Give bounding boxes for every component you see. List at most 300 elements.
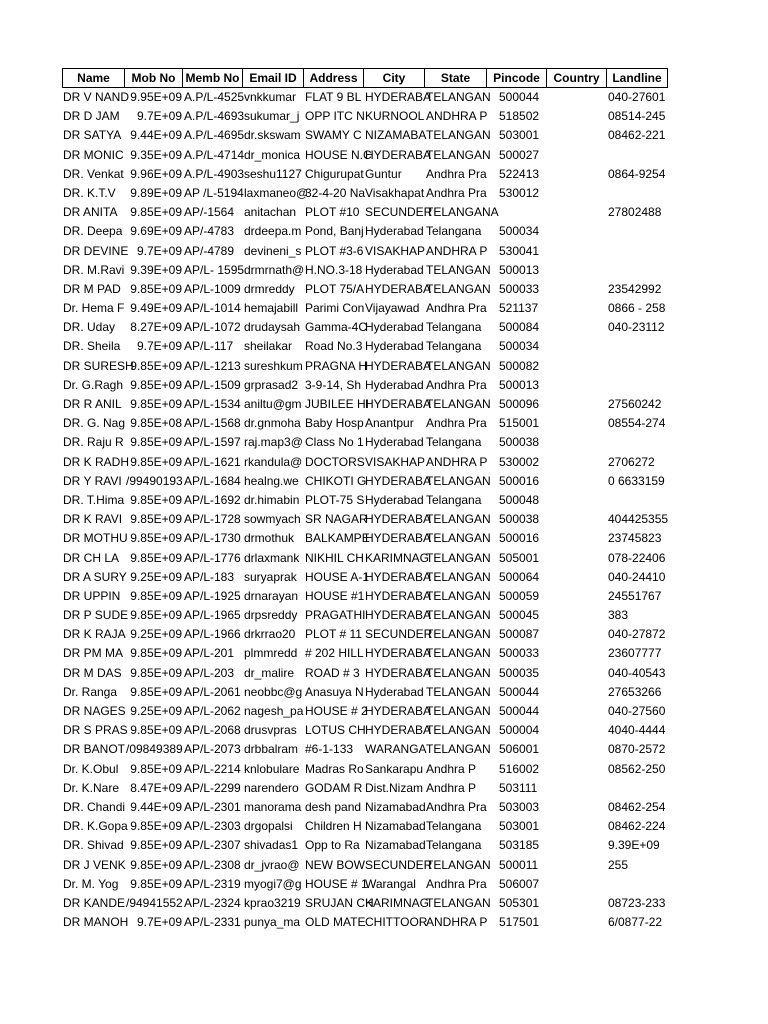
cell-country [547,606,607,625]
cell-city: HYDERABA [365,588,432,603]
cell-state: TELANGAN [426,281,491,296]
cell-country [547,817,607,836]
cell-city: VISAKHAP [365,454,426,469]
cell-state: TELANGAN [426,723,491,738]
cell-memb-no: AP/L-183 [184,569,235,584]
cell-landline: 404425355 [608,512,669,527]
cell-city: Sankarapu [365,761,424,776]
cell-country [547,836,607,855]
cell-country [547,644,607,663]
cell-address: 32-4-20 Na [305,185,366,200]
cell-state: Andhra Pra [426,377,487,392]
cell-city: HYDERABA [365,281,432,296]
cell-landline [607,875,668,894]
cell-landline [607,337,668,356]
cell-city: SECUNDER [365,205,433,220]
cell-memb-no: AP/L-2061 [184,684,241,699]
cell-state: Telangana [426,819,482,834]
cell-state: Telangana [426,492,482,507]
cell-email-id: grprasad2 [244,377,299,392]
cell-pincode: 500004 [499,723,540,738]
cell-city: Hyderabad [365,377,424,392]
cell-landline: 08723-233 [608,895,666,910]
cell-state: TELANGAN [426,895,491,910]
cell-city: Nizamabad [365,838,426,853]
cell-email-id: raj.map3@ [244,435,303,450]
cell-mob-no: 9.85E+09 [130,876,182,891]
cell-memb-no: AP/L-1597 [184,435,241,450]
cell-mob-no: 9.95E+09 [130,90,182,104]
cell-email-id: shivadas1 [244,838,299,853]
cell-city: Guntur [365,166,402,181]
cell-name: DR NAGES [63,704,126,718]
cell-address: Opp to Ra [305,838,360,853]
cell-city: Nizamabad [365,799,426,814]
cell-memb-no: AP/L-2324 [184,895,241,910]
cell-email-id: dr_jvrao@ [244,857,300,872]
cell-state: TELANGAN [426,473,491,488]
cell-state: TELANGAN [426,90,491,104]
cell-name: DR DEVINE [63,243,129,258]
cell-memb-no: AP/L-1692 [184,492,241,507]
cell-memb-no: AP/L- 1595 [184,262,245,277]
cell-country [547,318,607,337]
cell-country [547,299,607,318]
cell-email-id: sukumar_j [244,109,300,124]
cell-state: TELANGAN [426,665,491,680]
cell-address: FLAT 9 BL [305,90,362,104]
cell-city: WARANGA [365,742,427,757]
cell-memb-no: AP/L-1568 [184,416,241,431]
cell-email-id: sheilakar [244,339,293,354]
cell-state: ANDHRA P [426,454,488,469]
cell-name: DR MOTHU [63,531,128,546]
cell-mob-no: 9.7E+09 [136,243,182,258]
cell-landline [607,242,668,261]
cell-address: Chigurupat [305,166,364,181]
cell-address: PLOT #3-6 [305,243,364,258]
cell-mob-no: 9.85E+09 [130,454,182,469]
cell-address: OPP ITC N [305,109,365,124]
cell-city: SECUNDER [365,857,433,872]
cell-pincode: 530012 [499,185,540,200]
cell-mob-no: 9.35E+09 [130,147,182,162]
cell-city: HYDERABA [365,90,432,104]
cell-state: Andhra Pra [426,166,487,181]
cell-city: HYDERABA [365,646,432,661]
cell-memb-no: AP/L-1730 [184,531,241,546]
cell-country [547,875,607,894]
cell-state: TELANGAN [426,627,491,642]
cell-city: HYDERABA [365,704,432,718]
cell-address: BALKAMPE [305,531,370,546]
cell-name: Dr. Hema F [63,301,125,316]
cell-pincode: 522413 [499,166,540,181]
cell-landline: 040-40543 [608,665,666,680]
cell-mob-no: 8.27E+09 [130,320,182,335]
cell-address: Children H [305,819,362,834]
cell-address: PRAGNA H [305,358,368,373]
cell-mob-no: 9.85E+09 [130,531,182,546]
cell-landline: 6/0877-22 [608,915,663,930]
cell-state: TELANGAN [426,262,491,277]
cell-pincode: 517501 [499,915,540,930]
cell-pincode: 500048 [499,492,540,507]
cell-name: DR PM MA [63,646,123,661]
cell-state: TELANGAN [426,608,491,623]
cell-pincode: 500044 [499,90,540,104]
cell-mob-no: /09849389 [126,742,183,757]
cell-address: H.NO.3-18 [305,262,363,277]
cell-city: NIZAMABA [365,128,427,143]
cell-landline: 27560242 [608,397,662,411]
cell-mob-no: 9.85E+09 [130,358,182,373]
cell-mob-no: 8.47E+09 [130,780,182,795]
cell-name: DR. K.Gopa [63,819,128,834]
cell-mob-no: 9.85E+09 [130,205,182,220]
cell-country [547,242,607,261]
cell-city: Nizamabad [365,819,426,834]
cell-country [547,549,607,568]
cell-country [547,510,607,529]
cell-country [547,472,607,491]
cell-pincode: 530041 [499,243,540,258]
cell-city: HYDERABA [365,665,432,680]
cell-pincode: 503185 [499,838,540,853]
cell-pincode: 500011 [499,857,539,872]
cell-memb-no: AP/L-1728 [184,512,241,527]
cell-pincode: 500059 [499,588,540,603]
cell-state: Telangana [426,838,482,853]
cell-memb-no: AP/L-1684 [184,473,241,488]
cell-address: Road No.3 [305,339,363,354]
cell-pincode: 518502 [499,109,540,124]
cell-state: TELANGANA [426,205,499,220]
cell-city: Anantpur [365,416,414,431]
cell-name: DR D JAM [63,109,120,124]
cell-pincode: 500044 [499,704,540,718]
cell-email-id: plmmredd [244,646,298,661]
cell-state: TELANGAN [426,742,491,757]
cell-country [547,376,607,395]
cell-country [547,779,607,798]
cell-landline: 0864-9254 [608,166,666,181]
cell-mob-no: 9.85E+09 [130,665,182,680]
cell-name: DR KANDE [63,895,126,910]
header-address: Address [304,68,364,88]
cell-memb-no: AP /L-5194 [184,185,244,200]
cell-address: Pond, Banj [305,224,364,239]
cell-city: KARIMNAG [365,895,430,910]
cell-email-id: drdeepa.m [244,224,302,239]
cell-memb-no: AP/L-1621 [184,454,241,469]
cell-email-id: nagesh_pa [244,704,304,718]
cell-country [547,184,607,203]
cell-country [547,683,607,702]
cell-pincode: 503111 [499,780,538,795]
cell-mob-no: 9.49E+09 [130,301,182,316]
cell-address: CHIKOTI G [305,473,367,488]
cell-memb-no: AP/-1564 [184,205,235,220]
cell-landline: 040-23112 [608,320,665,335]
cell-state: TELANGAN [426,397,491,411]
cell-address: NIKHIL CH [305,550,364,565]
cell-address: JUBILEE HI [305,397,370,411]
cell-landline: 08562-250 [608,761,666,776]
cell-city: SECUNDER [365,627,433,642]
cell-landline [607,184,668,203]
cell-address: NEW BOW [305,857,365,872]
cell-name: DR M PAD [63,281,121,296]
cell-memb-no: AP/L-2307 [184,838,241,853]
cell-pincode [487,203,547,222]
cell-landline: 24551767 [608,588,662,603]
cell-email-id: anitachan [244,205,297,220]
cell-mob-no: 9.85E+08 [130,416,182,431]
cell-memb-no: AP/L-2303 [184,819,241,834]
header-name: Name [62,68,125,88]
cell-mob-no: 9.69E+09 [130,224,182,239]
cell-name: DR. M.Ravi [63,262,125,277]
cell-mob-no: 9.85E+09 [130,492,182,507]
cell-pincode: 515001 [499,416,540,431]
cell-landline: 08462-221 [608,128,666,143]
cell-pincode: 500045 [499,608,540,623]
cell-pincode: 500084 [499,320,540,335]
cell-memb-no: AP/L-2308 [184,857,241,872]
cell-state: Andhra Pra [426,799,487,814]
cell-landline: 0 6633159 [608,473,665,488]
cell-address: PLOT 75/A [305,281,365,296]
cell-city: Hyderabad [365,684,424,699]
cell-address: HOUSE #1 [305,588,365,603]
cell-name: Dr. G.Ragh [63,377,124,392]
cell-country [547,894,607,913]
cell-address: HOUSE # 2 [305,704,368,718]
cell-landline: 0866 - 258 [608,301,666,316]
cell-pincode: 500035 [499,665,540,680]
cell-memb-no: AP/L-2299 [184,780,241,795]
cell-email-id: seshu1127 [244,166,302,181]
cell-name: DR MANOH [63,915,129,930]
cell-name: DR. Sheila [63,339,121,354]
cell-memb-no: AP/L-1534 [184,397,241,411]
header-memb-no: Memb No [183,68,243,88]
cell-landline: 23745823 [608,531,662,546]
header-pincode: Pincode [487,68,547,88]
cell-pincode: 500038 [499,435,540,450]
cell-name: DR UPPIN [63,588,121,603]
cell-pincode: 503003 [499,799,540,814]
cell-memb-no: A.P/L-4714 [184,147,245,162]
cell-landline [607,357,668,376]
cell-email-id: aniltu@gm [244,397,302,411]
cell-email-id: healng.we [244,473,299,488]
cell-email-id: drmothuk [244,531,295,546]
cell-city: Hyderabad [365,224,424,239]
cell-email-id: hemajabill [244,301,299,316]
cell-email-id: drusvpras [244,723,297,738]
cell-state: Andhra Pra [426,301,487,316]
cell-memb-no: AP/L-1009 [184,281,241,296]
cell-state: TELANGAN [426,588,491,603]
cell-country [547,88,607,107]
cell-country [547,491,607,510]
cell-pincode: 500033 [499,281,540,296]
cell-name: DR. Uday [63,320,116,335]
cell-mob-no: 9.44E+09 [130,128,182,143]
cell-email-id: punya_ma [244,915,301,930]
cell-country [547,146,607,165]
cell-memb-no: AP/L-2062 [184,704,241,718]
cell-email-id: neobbc@g [244,684,303,699]
cell-landline: 040-27872 [608,627,666,642]
cell-state: TELANGAN [426,569,491,584]
cell-pincode: 500034 [499,224,540,239]
cell-city: HYDERABA [365,397,432,411]
cell-landline [607,433,668,452]
cell-address: PLOT #10 [305,205,360,220]
cell-name: DR K RAJA [63,627,126,642]
cell-address: desh pand [305,799,362,814]
cell-country [547,280,607,299]
cell-mob-no: 9.25E+09 [130,627,182,642]
cell-address: Anasuya N [305,684,364,699]
cell-mob-no: 9.44E+09 [130,799,182,814]
cell-name: DR CH LA [63,550,120,565]
cell-landline: 27802488 [608,205,662,220]
cell-address: PLOT-75 S [305,492,365,507]
cell-country [547,357,607,376]
cell-address: LOTUS CH [305,723,366,738]
cell-mob-no: 9.85E+09 [130,761,182,776]
cell-memb-no: A.P/L-4903 [184,166,245,181]
cell-country [547,625,607,644]
cell-name: DR. Deepa [63,224,123,239]
cell-state: TELANGAN [426,128,491,143]
cell-pincode: 500082 [499,358,540,373]
cell-address: HOUSE # 1 [305,876,368,891]
cell-country [547,126,607,145]
cell-email-id: rkandula@ [244,454,303,469]
cell-country [547,702,607,721]
cell-memb-no: A.P/L-4693 [184,109,245,124]
cell-name: DR K RADH [63,454,130,469]
cell-email-id: dr.gnmoha [244,416,301,431]
cell-city: KURNOOL [365,109,425,124]
cell-memb-no: AP/L-2301 [184,799,241,814]
cell-name: DR SATYA [63,128,122,143]
cell-name: DR S PRAS [63,723,128,738]
cell-name: DR P SUDE [63,608,129,623]
cell-state: Telangana [426,339,482,354]
cell-name: DR K RAVI [63,512,123,527]
cell-address: #6-1-133 [305,742,354,757]
cell-address: SRUJAN CH [305,895,374,910]
cell-address: OLD MATE [305,915,366,930]
cell-pincode: 500033 [499,646,540,661]
cell-pincode: 500038 [499,512,540,527]
cell-memb-no: A.P/L-4525 [184,90,245,104]
cell-memb-no: AP/L-1213 [184,358,241,373]
cell-landline: 040-24410 [608,569,666,584]
cell-email-id: drgopalsi [244,819,293,834]
cell-address: ROAD # 3 [305,665,360,680]
cell-city: HYDERABA [365,358,432,373]
cell-landline: 078-22406 [608,550,666,565]
cell-mob-no: 9.7E+09 [136,109,182,124]
cell-state: TELANGAN [426,358,491,373]
cell-landline: 040-27560 [608,704,666,718]
cell-state: TELANGAN [426,512,491,527]
cell-mob-no: 9.85E+09 [130,646,182,661]
cell-state: Telangana [426,224,482,239]
cell-memb-no: AP/-4783 [184,224,235,239]
cell-state: TELANGAN [426,550,491,565]
cell-mob-no: /94941552 [126,895,183,910]
cell-email-id: kprao3219 [244,895,301,910]
cell-email-id: drbbalram [244,742,299,757]
cell-country [547,337,607,356]
cell-country [547,414,607,433]
cell-email-id: laxmaneo@ [244,185,309,200]
cell-country [547,913,607,932]
cell-city: Warangal [365,876,416,891]
cell-email-id: drudaysah [244,320,301,335]
cell-email-id: suryaprak [244,569,297,584]
cell-pincode: 500016 [499,531,540,546]
cell-name: DR. T.Hima [63,492,125,507]
cell-country [547,568,607,587]
cell-mob-no: /99490193 [126,473,183,488]
cell-memb-no: AP/L-1966 [184,627,241,642]
cell-country [547,664,607,683]
header-city: City [364,68,425,88]
cell-name: DR ANITA [63,205,118,220]
cell-memb-no: AP/L-2073 [184,742,241,757]
cell-landline: 23607777 [608,646,662,661]
cell-city: HYDERABA [365,723,432,738]
cell-pincode: 503001 [499,819,540,834]
cell-state: Andhra P [426,780,477,795]
cell-address: # 202 HILL [305,646,364,661]
cell-mob-no: 9.25E+09 [130,704,182,718]
cell-landline [607,779,668,798]
cell-name: Dr. K.Obul [63,761,119,776]
cell-landline [607,261,668,280]
cell-city: Hyderabad [365,262,424,277]
cell-pincode: 503001 [499,128,540,143]
cell-name: DR. Raju R [63,435,124,450]
cell-name: DR. Shivad [63,838,124,853]
cell-address: Gamma-4C [305,320,368,335]
cell-email-id: sowmyach [244,512,301,527]
cell-address: DOCTORS [305,454,365,469]
cell-address: Parimi Con [305,301,365,316]
cell-memb-no: AP/L-2068 [184,723,241,738]
cell-name: Dr. Ranga [63,684,118,699]
cell-mob-no: 9.85E+09 [130,281,182,296]
cell-city: Hyderabad [365,435,424,450]
cell-name: DR MONIC [63,147,124,162]
cell-name: DR M DAS [63,665,122,680]
cell-landline: 4040-4444 [608,723,666,738]
cell-email-id: narendero [244,780,299,795]
cell-pincode: 506007 [499,876,540,891]
cell-pincode: 500044 [499,684,540,699]
cell-city: HYDERABA [365,569,432,584]
cell-email-id: dr_monica [244,147,301,162]
